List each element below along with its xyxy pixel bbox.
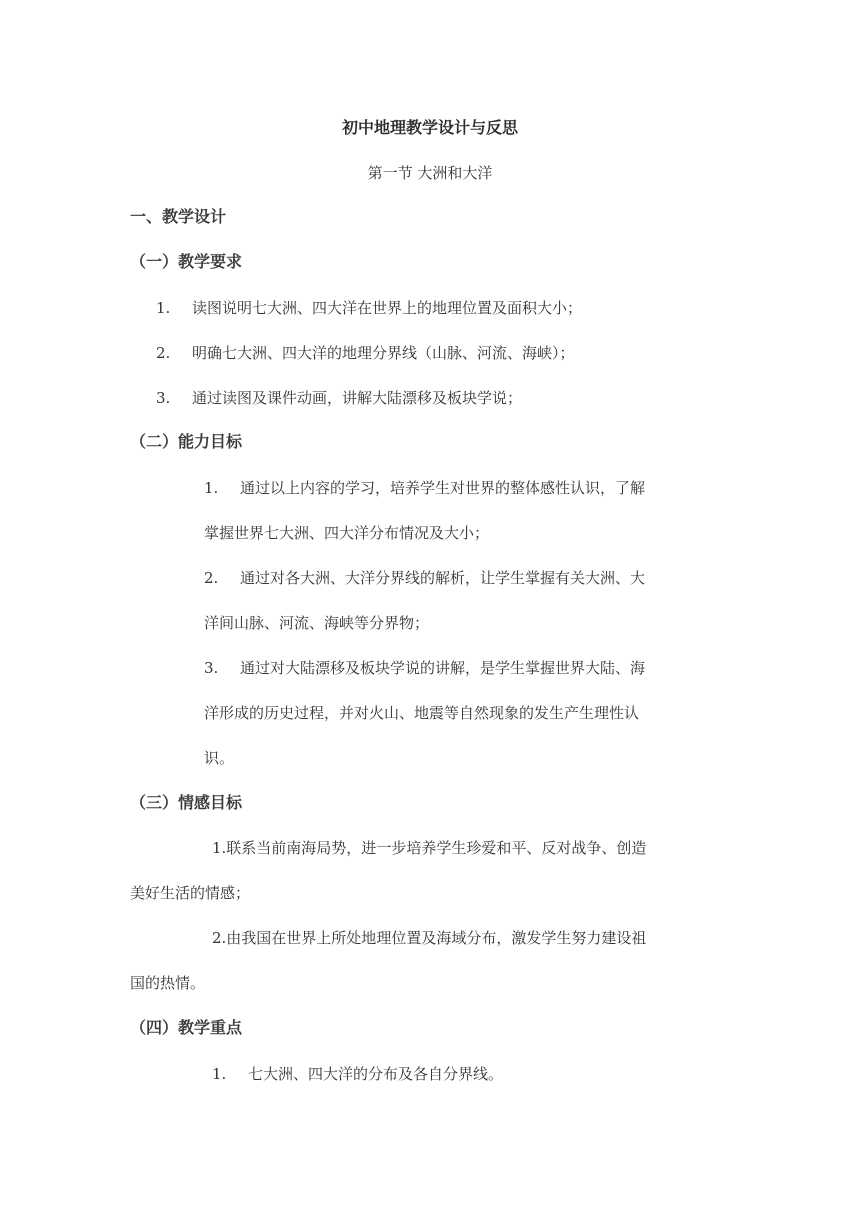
list-item xyxy=(156,341,575,365)
list-item-continuation: 掌握世界七大洲、四大洋分布情况及大小； xyxy=(204,524,490,542)
list-item-number: 3. xyxy=(204,659,219,677)
list-item xyxy=(156,386,522,410)
list-item-number: 2. xyxy=(204,569,219,587)
list-item-number: 1. xyxy=(204,479,219,497)
part-heading-teaching-requirements: （一）教学要求 xyxy=(130,252,243,271)
list-item-text: 通过对各大洲、大洋分界线的解析，让学生掌握有关大洲、大 xyxy=(240,569,646,587)
list-item xyxy=(204,476,645,500)
list-item-text: 七大洲、四大洋的分布及各自分界线。 xyxy=(248,1065,504,1083)
list-item-number: 1. xyxy=(156,299,171,317)
list-item-text: 明确七大洲、四大洋的地理分界线（山脉、河流、海峡）； xyxy=(192,344,575,362)
list-item-text: 通过读图及课件动画，讲解大陆漂移及板块学说； xyxy=(192,389,523,407)
list-item-continuation: 洋间山脉、河流、海峡等分界物； xyxy=(204,614,430,632)
paragraph-line: 1.联系当前南海局势，进一步培养学生珍爱和平、反对战争、创造 xyxy=(212,839,647,857)
list-item-number: 1. xyxy=(212,1065,227,1083)
list-item-text: 读图说明七大洲、四大洋在世界上的地理位置及面积大小； xyxy=(192,299,583,317)
part-heading-ability-goals: （二）能力目标 xyxy=(130,432,243,451)
document-title: 初中地理教学设计与反思 xyxy=(341,118,518,137)
list-item-number: 3. xyxy=(156,389,171,407)
paragraph-line: 2.由我国在世界上所处地理位置及海域分布，激发学生努力建设祖 xyxy=(212,929,647,947)
list-item-continuation: 识。 xyxy=(204,749,235,767)
list-item-text: 通过以上内容的学习，培养学生对世界的整体感性认识，了解 xyxy=(240,479,646,497)
document-subtitle: 第一节 大洲和大洋 xyxy=(367,164,493,182)
section-heading-teaching-design: 一、教学设计 xyxy=(130,207,227,226)
list-item-continuation: 洋形成的历史过程，并对火山、地震等自然现象的发生产生理性认 xyxy=(204,704,640,722)
list-item-number: 2. xyxy=(156,344,171,362)
list-item xyxy=(204,566,645,590)
list-item-text: 通过对大陆漂移及板块学说的讲解，是学生掌握世界大陆、海 xyxy=(240,659,646,677)
paragraph-line: 美好生活的情感； xyxy=(130,884,251,902)
part-heading-teaching-focus: （四）教学重点 xyxy=(130,1018,243,1037)
list-item xyxy=(156,296,582,320)
part-heading-emotional-goals: （三）情感目标 xyxy=(130,793,243,812)
list-item xyxy=(204,656,645,680)
paragraph-line: 国的热情。 xyxy=(130,974,206,992)
list-item xyxy=(212,1062,503,1086)
